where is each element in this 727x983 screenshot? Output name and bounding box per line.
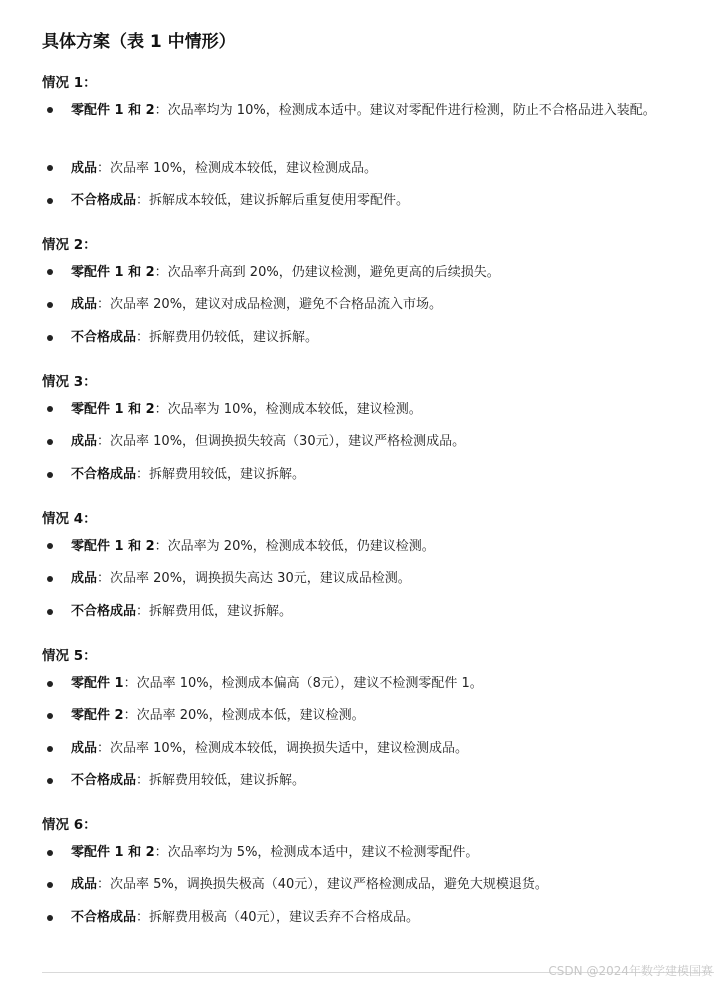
bullet-dot xyxy=(47,609,53,615)
bullet-dot xyxy=(47,406,53,412)
case-5-item-4 xyxy=(71,768,696,793)
item-label: 成品 xyxy=(71,297,98,312)
case-2-heading: 情况 2： xyxy=(42,237,97,253)
case-1-heading: 情况 1： xyxy=(42,75,97,91)
case-3-heading: 情况 3： xyxy=(42,374,97,390)
item-body: ：次品率 10%，检测成本较低，建议检测成品。 xyxy=(97,161,378,176)
case-3-item-2 xyxy=(71,429,696,454)
item-label: 零配件 1 和 2 xyxy=(71,265,155,280)
item-label: 零配件 2 xyxy=(71,708,124,723)
item-body: ：次品率升高到 20%，仍建议检测，避免更高的后续损失。 xyxy=(154,265,500,280)
case-5-item-1 xyxy=(71,671,696,696)
item-label: 不合格成品 xyxy=(71,193,137,208)
case-4-item-2 xyxy=(71,566,696,591)
case-4-heading: 情况 4： xyxy=(42,511,97,527)
item-body: ：次品率 5%，调换损失极高（40元），建议严格检测成品，避免大规模退货。 xyxy=(97,877,548,892)
case-3-item-3 xyxy=(71,462,696,487)
item-body: ：拆解费用极高（40元），建议丢弃不合格成品。 xyxy=(136,910,420,925)
case-2-item-3 xyxy=(71,325,696,350)
bullet-dot xyxy=(47,681,53,687)
case-4-item-3 xyxy=(71,599,696,624)
case-2-item-2 xyxy=(71,292,696,317)
case-6-item-3 xyxy=(71,905,696,930)
bullet-dot xyxy=(47,198,53,204)
case-6-item-1 xyxy=(71,840,696,865)
bullet-dot xyxy=(47,165,53,171)
bullet-dot xyxy=(47,439,53,445)
watermark: CSDN @2024年数学建模国赛 xyxy=(548,964,713,978)
item-body: ：次品率为 20%，检测成本较低，仍建议检测。 xyxy=(154,539,435,554)
case-2-item-1 xyxy=(71,260,696,285)
item-label: 不合格成品 xyxy=(71,910,137,925)
case-3-item-1 xyxy=(71,397,696,422)
bullet-dot xyxy=(47,107,53,113)
case-5-heading: 情况 5： xyxy=(42,648,97,664)
item-body: ：次品率均为 10%，检测成本适中。建议对零配件进行检测，防止不合格品进入装配。 xyxy=(154,103,656,118)
bullet-dot xyxy=(47,302,53,308)
item-body: ：拆解费用仍较低，建议拆解。 xyxy=(136,330,319,345)
bullet-dot xyxy=(47,335,53,341)
case-6-heading: 情况 6： xyxy=(42,817,97,833)
item-label: 不合格成品 xyxy=(71,467,137,482)
bullet-dot xyxy=(47,850,53,856)
item-body: ：次品率 20%，检测成本低，建议检测。 xyxy=(123,708,365,723)
item-body: ：次品率 20%，调换损失高达 30元，建议成品检测。 xyxy=(97,571,411,586)
item-label: 零配件 1 和 2 xyxy=(71,402,155,417)
item-label: 成品 xyxy=(71,877,98,892)
item-label: 成品 xyxy=(71,741,98,756)
item-label: 成品 xyxy=(71,434,98,449)
item-label: 零配件 1 xyxy=(71,676,124,691)
item-body: ：次品率 10%，但调换损失较高（30元），建议严格检测成品。 xyxy=(97,434,466,449)
item-label: 零配件 1 和 2 xyxy=(71,845,155,860)
bullet-dot xyxy=(47,915,53,921)
bullet-dot xyxy=(47,713,53,719)
case-1-item-3 xyxy=(71,188,696,213)
case-4-item-1 xyxy=(71,534,696,559)
item-body: ：拆解成本较低，建议拆解后重复使用零配件。 xyxy=(136,193,410,208)
item-body: ：次品率 10%，检测成本偏高（8元），建议不检测零配件 1。 xyxy=(123,676,483,691)
item-label: 不合格成品 xyxy=(71,604,137,619)
page-title: 具体方案（表 1 中情形） xyxy=(42,32,236,52)
item-label: 不合格成品 xyxy=(71,773,137,788)
case-1-item-2 xyxy=(71,156,696,181)
case-1-item-1 xyxy=(71,98,696,123)
item-label: 不合格成品 xyxy=(71,330,137,345)
item-label: 零配件 1 和 2 xyxy=(71,103,155,118)
item-body: ：次品率为 10%，检测成本较低，建议检测。 xyxy=(154,402,422,417)
item-label: 成品 xyxy=(71,571,98,586)
item-body: ：拆解费用较低，建议拆解。 xyxy=(136,773,306,788)
item-body: ：拆解费用较低，建议拆解。 xyxy=(136,467,306,482)
bullet-dot xyxy=(47,882,53,888)
bullet-dot xyxy=(47,746,53,752)
case-6-item-2 xyxy=(71,872,696,897)
case-5-item-3 xyxy=(71,736,696,761)
item-label: 零配件 1 和 2 xyxy=(71,539,155,554)
case-5-item-2 xyxy=(71,703,696,728)
bullet-dot xyxy=(47,472,53,478)
item-label: 成品 xyxy=(71,161,98,176)
bullet-dot xyxy=(47,543,53,549)
bullet-dot xyxy=(47,576,53,582)
bullet-dot xyxy=(47,269,53,275)
item-body: ：次品率均为 5%，检测成本适中，建议不检测零配件。 xyxy=(154,845,479,860)
item-body: ：次品率 10%，检测成本较低，调换损失适中，建议检测成品。 xyxy=(97,741,469,756)
item-body: ：次品率 20%，建议对成品检测，避免不合格品流入市场。 xyxy=(97,297,443,312)
item-body: ：拆解费用低，建议拆解。 xyxy=(136,604,293,619)
bullet-dot xyxy=(47,778,53,784)
